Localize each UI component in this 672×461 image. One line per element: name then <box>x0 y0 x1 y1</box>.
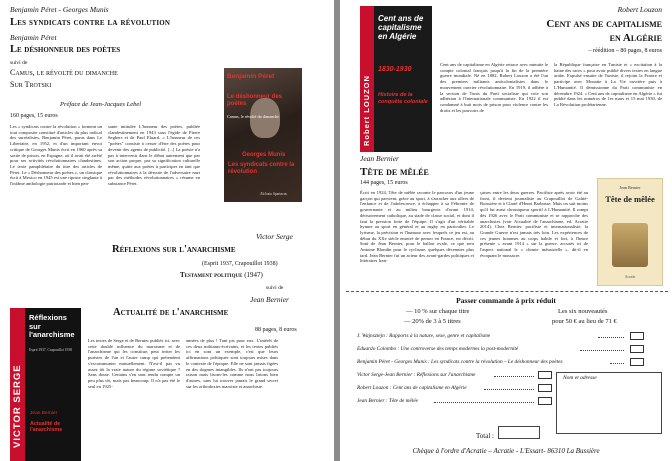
cover2-title: Réflexions sur l'anarchisme <box>29 313 75 339</box>
order-item-3-qty[interactable] <box>630 358 644 366</box>
cover2-author2: Jean Bernier <box>30 411 58 416</box>
total-field[interactable] <box>498 426 540 439</box>
order-item-6-qty[interactable] <box>538 397 552 405</box>
book4-body-col2: çaises entre les deux guerres. Pacifiste après avoir été au front, il devient journaliste au Crapouillot de Galtié-Boissière et à Clarté d'Henri Barbusse. Mais on sait moins qu'il fut aussi chroniqueur sportif à L'Humanité. Il rompt dès 1926 avec le Parti communiste et se rapproche des anarchistes (voir Actualité de l'anarchisme, ed. Acratie 2014). Chez Bernier, pacifiste et internationaliste, la Grande Guerre n'est jamais très loin. Les expériences de ces jeunes hommes au corps habile et fort, à l'heure présente « avant 1914 » sur la guerre, accusés ici de l'aspect national le « chimie industrielle », dit-il en évoquant le massacre. <box>480 190 588 258</box>
book2-body-col1: Les textes de Serge et de Bernier publiés ici, avec cette double influence du marxisme et de l'anarchisme qui les constitue, peut irriter les puristes de l'un et l'autre camp qui prétendent s'excommunier mutuellement. N'est-il pas vu assez tôt la vraie nature du régime soviétique ? Sans doute. Certains s'en sont rendu compte un peu plus tôt, mais pas beaucoup. Il n'a pas été le seul en 1925- <box>88 338 180 389</box>
book1-author2: Benjamin Péret <box>10 33 57 42</box>
book1-subtitle-2: Sur Trotski <box>10 80 52 89</box>
book3-specs: – réédition – 80 pages, 8 euros <box>588 48 662 54</box>
order-offer-3a: Les six nouveautés <box>558 308 608 315</box>
book2-author2: Jean Bernier <box>250 295 289 304</box>
cover3-vertical: Robert LOUZON <box>362 75 371 146</box>
order-offer-2: — 20% de 3 à 5 titres <box>404 318 461 325</box>
book1-subtitle-1: Camus, le révolté du dimanche <box>10 68 118 77</box>
cover4-title: Tête de mêlée <box>605 194 655 204</box>
book3-title-1: Cent ans de capitalisme <box>546 18 662 30</box>
order-item-5-qty[interactable] <box>538 384 552 392</box>
book4-body-col1: Écrit en 1924, Tête de mêlée raconte le parcours d'un jeune garçon qui parvient, grâce au sport, à s'arracher aux affres de l'enfance et de l'adolescence, à échapper à sa Fébronie de gouvernante et au milieu bourgeois d'avant 1914, dérisoirement catholique, au stade de classe social, et dont il faut la pression forte de l'équipe. Il s'agit d'un véritable hymne au sport en général et au rugby en particulier. Le lyrisme, la précision et l'humour avec lesquels ce jeu est, au début du XXe siècle enserré de penser en France, est décrit. Sont de Jean Bernier, pour le ballon ovale, ce que sera Antoine Blondin pour le cyclisme, quelques décennies plus tard. Jean Bernier fut un acteur des avant-gardes politiques et littéraires fran- <box>360 190 474 264</box>
book2-title-b-line <box>180 271 263 279</box>
cover4-illustration <box>612 223 648 267</box>
book4-specs: 144 pages, 15 euros <box>360 180 408 186</box>
order-item-6-dots <box>434 398 534 403</box>
book2-edition: (Esprit 1937, Crapouillot 1938) <box>202 261 278 267</box>
book1-authors: Benjamin Péret - Georges Munis <box>10 5 109 14</box>
cover3-years: 1830-1930 <box>378 66 412 73</box>
book1-cover <box>224 68 302 202</box>
order-item-1-dots <box>598 333 624 338</box>
book1-specs: 160 pages, 15 euros <box>10 113 58 119</box>
book2-author: Victor Serge <box>256 232 293 241</box>
order-footer: Chèque à l'ordre d'Acratie – Acratie - L'Essart- 86310 La Bussière <box>412 447 600 455</box>
cover3-title: Cent ans de capitalisme en Algérie <box>378 14 424 41</box>
book3-cover <box>360 6 432 152</box>
order-item-4: Victor Serge-Jean Bernier : Réflexions sur l'anarchisme <box>357 372 476 378</box>
order-item-3: Benjamin Péret - Georges Munis : Les syndicats contre la révolution – Le déshonneur des poètes <box>357 359 563 365</box>
book2-year: (1947) <box>244 271 263 279</box>
book2-specs: 88 pages, 8 euros <box>255 327 297 333</box>
book4-cover <box>597 178 663 286</box>
order-offer-1: — 10 % sur chaque titre <box>406 308 470 315</box>
cover1-title: Le déshonneur des poètes <box>227 94 283 107</box>
order-item-5: Robert Louzon : Cent ans de capitalisme en Algérie <box>357 385 467 391</box>
name-address-label: Nom et adresse <box>563 375 597 381</box>
cover1-publisher: Ab Irato Spartacus <box>260 192 287 196</box>
book2-title-b: Testament politique <box>180 271 243 279</box>
book2-title: Réflexions sur l'anarchisme <box>112 244 236 255</box>
order-item-2: Eduardo Colombo : Une controverse des temps modernes la post-modernité <box>357 346 519 352</box>
book2-followed-by: suivi de <box>266 285 284 291</box>
total-label: Total : <box>476 432 494 440</box>
order-item-5-dots <box>484 385 534 390</box>
book2-body-col2: années de plus ! Tant pis pour eux. L'intérêt de ces deux militants-écrivains, et les textes publiés ici en sont un exemple, c'est que leurs affirmations politiques sont toujours mises dans le contexte de l'époque. Elle ne sont jamais figées en des dogmes intangibles. Ils n'ont pas toujours raison mais lisons-les comme nous lirions bien d'autres, sans lui trouver jamais le grand secret sur les orthodoxies marxiste et anarchiste. <box>186 338 278 389</box>
book2-title2: Actualité de l'anarchisme <box>113 307 229 318</box>
book1-body-col2: sante intitulée L'honneur des poètes, publiée clandestinement en 1943 sous l'égide de Pierre Seghers et de Paul Eluard. « L'honneur de ces "poètes" consiste à cesser d'être des poètes pour devenir des agents de publicité. [...] La poésie n'a pas à intervenir dans le débat autrement que par son action propre, par sa signification culturelle même, quitte aux poètes à participer en tant que révolutionnaires à la déroute de l'adversaire nazi par des méthodes révolutionnaires » résume en substance Péret. <box>108 124 200 187</box>
order-item-2-dots <box>580 346 624 351</box>
cover3-subtitle: Histoire de la conquête coloniale <box>378 92 428 105</box>
book1-preface: Préface de Jean-Jacques Lebel <box>60 101 142 108</box>
name-address-box[interactable] <box>556 372 662 434</box>
order-item-3-dots <box>610 359 624 364</box>
order-item-1-qty[interactable] <box>630 332 644 340</box>
cover1-author2: Georges Munis <box>242 152 286 158</box>
book3-author: Robert Louzon <box>617 5 662 14</box>
cover1-subtitle: Camus, le révolté du dimanche <box>227 114 279 119</box>
book3-body-col1: Cent ans de capitalisme en Algérie retrace avec minutie le compte colonial français jusqu'à la fin de la première guerre mondiale. Né en 1882, Robert Louzon a été l'un des premiers militants anticolonialistes dans le mouvement ouvrier révolutionnaire. En 1919, il adhère à la section de Tunis du Parti socialiste qui vote son adhésion à l'Internationale communiste. En 1922 il est condamné à huit mois de prison pour violence contre les droits et les pouvoirs de <box>440 62 548 113</box>
book1-title2: Le déshonneur des poètes <box>10 44 121 55</box>
order-item-2-qty[interactable] <box>630 345 644 353</box>
order-divider <box>346 291 668 292</box>
order-item-6: Jean Bernier : Tête de mêlée <box>357 398 419 404</box>
order-heading: Passer commande à prix réduit <box>456 296 556 305</box>
book1-followed-by: suivi de <box>10 60 28 66</box>
left-page <box>0 0 334 461</box>
book1-body-col1: Les « syndicats contre la révolution » forment un tout composite constitué d'articles du plus radical des surréalistes, Benjamin Péret, parus dans Le Libertaire, en 1952, et d'un important envoi critique de Georges Munis écrit en 1960 après sa sortie de prison, en Espagne, où il avait été arrêté pour ses activités révolutionnaires clandestines. Le texte pamphlétaire du titre des articles de Péret. Le « Déshonneur des poètes », un classique écrit à Mexico en 1945 est une riposte cinglante à l'infâme anthologie patriotarde et bien pen- <box>10 124 102 187</box>
book4-title: Tête de mêlée <box>360 166 429 178</box>
cover4-publisher: Acratie <box>624 275 636 279</box>
book3-title-2: en Algérie <box>609 32 662 44</box>
book1-title: Les syndicats contre la révolution <box>10 17 171 28</box>
cover4-author: Jean Bernier <box>619 185 641 190</box>
cover2-sub: Esprit 1937, Crapouillot 1938 <box>29 348 72 352</box>
book3-body-col2: la République française en Tunisie et « excitation à la haine des races » pour avoir publié divers textes en langue arabe. Expulsé ensuite de Tunisie, il rejoint la France et participe avec Monatte à La Vie ouvrière puis à L'Humanité. Il démissionne du Parti communiste en décembre 1924. « Cent ans de capitalisme en Algérie » fut publié dans les numéros de 1er mars et 15 mai 1930, de La Révolution prolétarienne. <box>554 62 662 107</box>
order-item-4-qty[interactable] <box>538 371 552 379</box>
cover1-title2: Les syndicats contre la révolution <box>228 162 295 175</box>
order-item-4-dots <box>494 372 534 377</box>
book2-cover <box>10 308 81 461</box>
cover1-author: Benjamin Péret <box>227 73 275 80</box>
book4-author: Jean Bernier <box>360 154 399 163</box>
order-offer-3b: pour 50 € au lieu de 71 € <box>552 318 617 325</box>
cover2-title2: Actualité de l'anarchisme <box>30 421 63 434</box>
cover2-vertical: VICTOR SERGE <box>12 364 23 448</box>
order-item-1: J. Wajnsztejn : Rapports à la nature, sexe, genre et capitalisme <box>357 333 491 339</box>
